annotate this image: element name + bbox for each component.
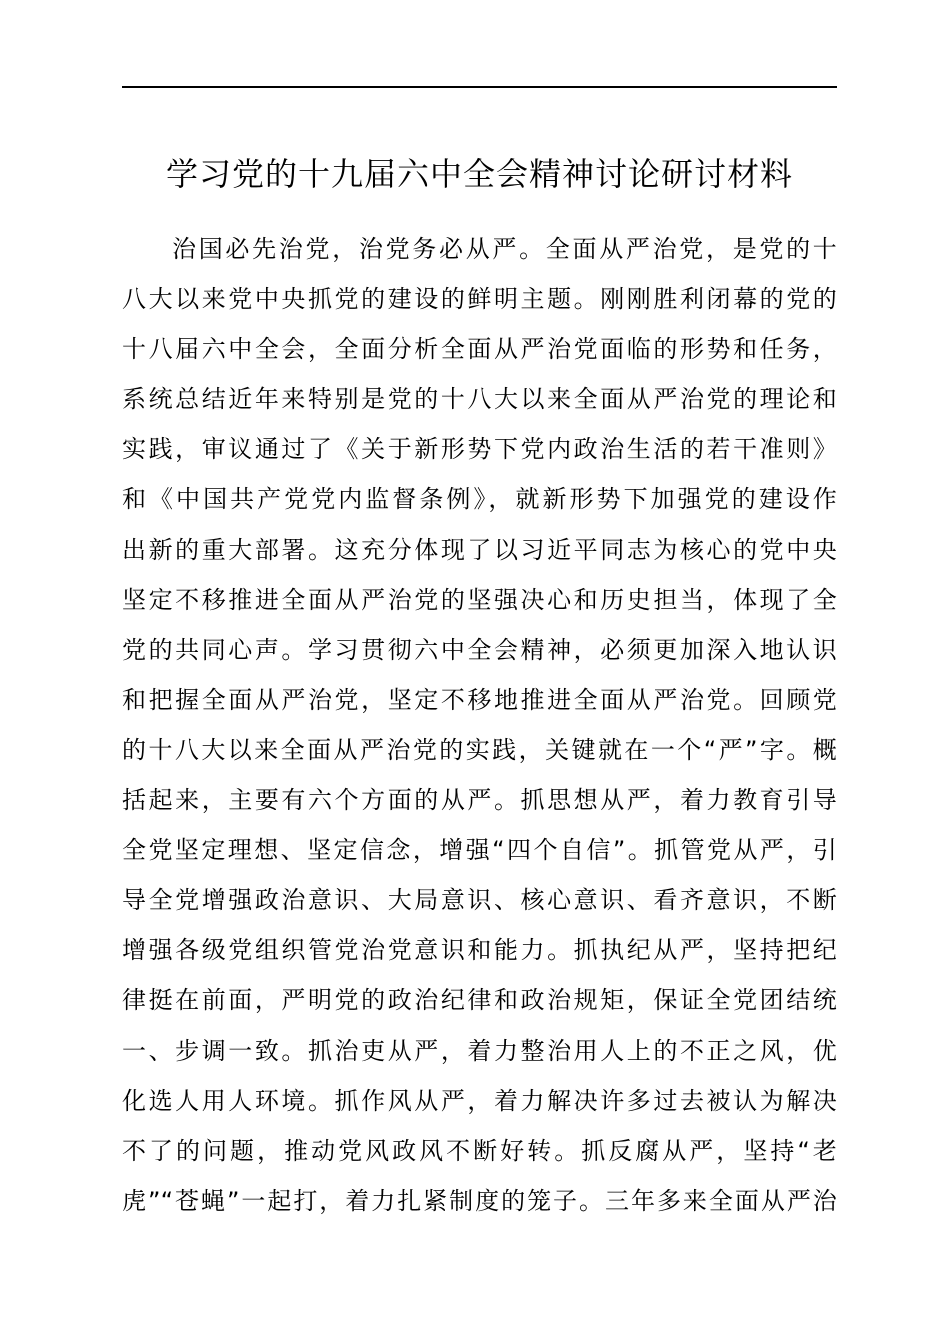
text-line: 不了的问题，推动党风政风不断好转。抓反腐从严，坚持“老 [122, 1136, 837, 1165]
text-line: 坚定不移推进全面从严治党的坚强决心和历史担当，体现了全 [122, 585, 837, 614]
document-title: 学习党的十九届六中全会精神讨论研讨材料 [165, 155, 793, 193]
header-rule [122, 86, 837, 88]
text-line: 括起来，主要有六个方面的从严。抓思想从严，着力教育引导 [122, 786, 837, 815]
text-line: 出新的重大部署。这充分体现了以习近平同志为核心的党中央 [122, 535, 837, 564]
text-line: 的十八大以来全面从严治党的实践，关键就在一个“严”字。概 [122, 735, 837, 764]
text-line: 全党坚定理想、坚定信念，增强“四个自信”。抓管党从严，引 [122, 836, 837, 865]
text-line: 系统总结近年来特别是党的十八大以来全面从严治党的理论和 [122, 385, 837, 414]
text-line: 化选人用人环境。抓作风从严，着力解决许多过去被认为解决 [122, 1086, 837, 1115]
text-line: 虎”“苍蝇”一起打，着力扎紧制度的笼子。三年多来全面从严治 [122, 1186, 837, 1215]
text-line: 导全党增强政治意识、大局意识、核心意识、看齐意识，不断 [122, 886, 837, 915]
text-line: 党的共同心声。学习贯彻六中全会精神，必须更加深入地认识 [122, 635, 837, 664]
text-line: 实践，审议通过了《关于新形势下党内政治生活的若干准则》 [122, 435, 837, 464]
text-line: 和《中国共产党党内监督条例》，就新形势下加强党的建设作 [122, 485, 837, 514]
text-line: 律挺在前面，严明党的政治纪律和政治规矩，保证全党团结统 [122, 986, 837, 1015]
text-line: 增强各级党组织管党治党意识和能力。抓执纪从严，坚持把纪 [122, 936, 837, 965]
text-line: 八大以来党中央抓党的建设的鲜明主题。刚刚胜利闭幕的党的 [122, 285, 837, 314]
body-paragraph [122, 224, 837, 1226]
text-line: 一、步调一致。抓治吏从严，着力整治用人上的不正之风，优 [122, 1036, 837, 1065]
text-line: 十八届六中全会，全面分析全面从严治党面临的形势和任务， [122, 335, 837, 364]
text-line: 治国必先治党，治党务必从严。全面从严治党，是党的十 [172, 235, 837, 263]
text-line: 和把握全面从严治党，坚定不移地推进全面从严治党。回顾党 [122, 685, 837, 714]
